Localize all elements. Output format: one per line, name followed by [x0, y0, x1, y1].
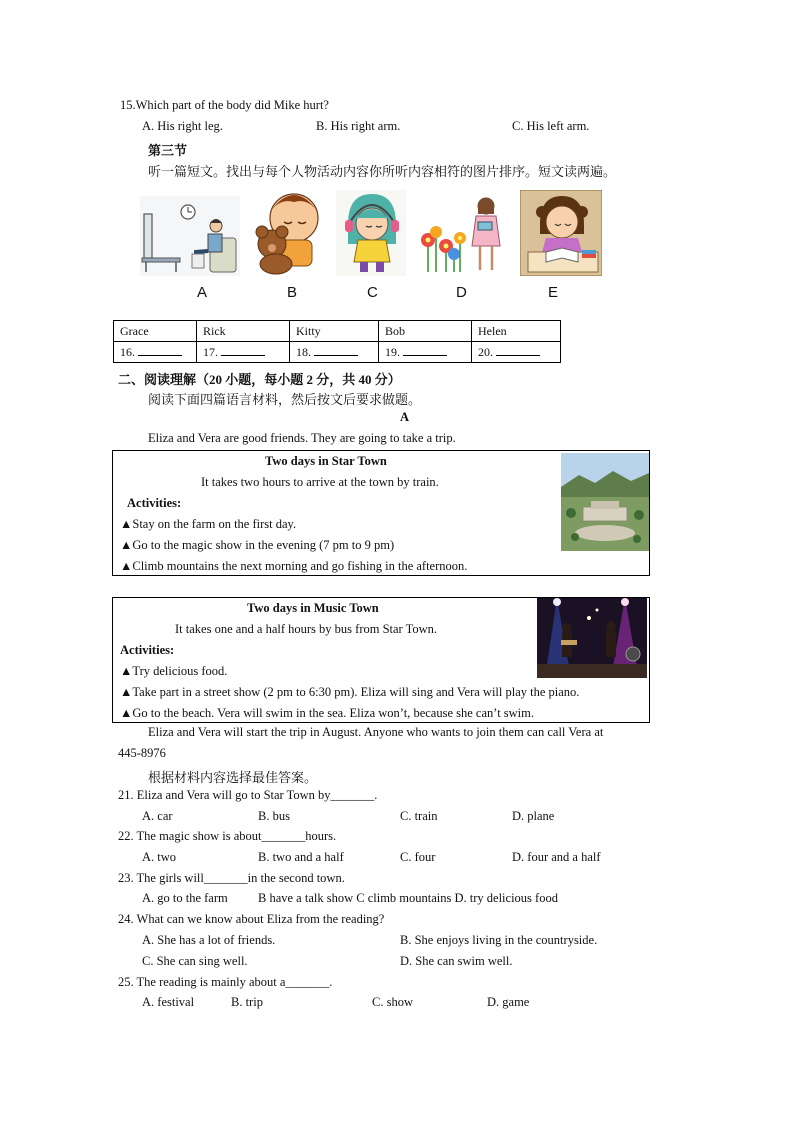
section3-instruction: 听一篇短文。找出与每个人物活动内容你所听内容相符的图片排序。短文读两遍。: [148, 164, 617, 179]
closing-line1: Eliza and Vera will start the trip in August. Anyone who wants to join them can call Vera at: [148, 725, 604, 739]
answer-number: 17.: [203, 344, 218, 359]
star-town-item: ▲Go to the magic show in the evening (7 pm to 9 pm): [120, 538, 395, 552]
question-21-option[interactable]: C. train: [400, 809, 438, 823]
picture-label-a: A: [197, 284, 208, 301]
question-25-option[interactable]: A. festival: [142, 995, 195, 1009]
name-cell: Rick: [197, 321, 290, 342]
star-town-activities-label: Activities:: [127, 496, 182, 510]
answer-number: 18.: [296, 344, 311, 359]
question-24-option[interactable]: B. She enjoys living in the countryside.: [400, 933, 598, 947]
answer-cell-20[interactable]: [472, 342, 561, 363]
table-row-answers: [114, 342, 561, 363]
table-row-names: [114, 321, 561, 342]
picture-label-c: C: [367, 284, 378, 301]
section3-title: 第三节: [148, 143, 188, 158]
closing-phone: 445-8976: [118, 746, 166, 760]
answer-number: 19.: [385, 344, 400, 359]
q15-option-b[interactable]: B. His right arm.: [316, 119, 401, 133]
question-25-option[interactable]: D. game: [487, 995, 530, 1009]
q15-question: 15.Which part of the body did Mike hurt?: [120, 98, 329, 112]
closing-instruction: 根据材料内容选择最佳答案。: [148, 770, 318, 785]
star-town-title: Two days in Star Town: [265, 454, 387, 468]
question-24-option[interactable]: D. She can swim well.: [400, 954, 513, 968]
question-21-stem: 21. Eliza and Vera will go to Star Town by_______.: [118, 788, 378, 802]
answer-number: 16.: [120, 344, 135, 359]
star-town-subtitle: It takes two hours to arrive at the town by train.: [201, 475, 439, 489]
music-town-item: ▲Go to the beach. Vera will swim in the sea. Eliza won’t, because she can’t swim.: [120, 706, 535, 720]
answer-cell-17[interactable]: [197, 342, 290, 363]
question-21-option[interactable]: D. plane: [512, 809, 555, 823]
name-cell: Kitty: [290, 321, 379, 342]
music-town-item: ▲Take part in a street show (2 pm to 6:30 pm). Eliza will sing and Vera will play the piano.: [120, 685, 580, 699]
question-23-stem: 23. The girls will_______in the second town.: [118, 871, 345, 885]
music-town-title: Two days in Music Town: [247, 601, 379, 615]
name-cell: Grace: [114, 321, 197, 342]
music-town-subtitle: It takes one and a half hours by bus from Star Town.: [175, 622, 438, 636]
question-22-option[interactable]: A. two: [142, 850, 177, 864]
name-cell: Bob: [379, 321, 472, 342]
question-23-option[interactable]: A. go to the farm: [142, 891, 228, 905]
boy-hugging-teddy-bear-icon: [252, 186, 330, 276]
question-24-option[interactable]: C. She can sing well.: [142, 954, 248, 968]
girl-reading-book-icon: [520, 190, 602, 276]
part2-title: 二、阅读理解（20 小题，每小题 2 分，共 40 分）: [118, 372, 401, 387]
answer-cell-16[interactable]: [114, 342, 197, 363]
question-25-option[interactable]: B. trip: [231, 995, 263, 1009]
music-town-item: ▲Try delicious food.: [120, 664, 228, 678]
question-24-option[interactable]: A. She has a lot of friends.: [142, 933, 276, 947]
question-22-stem: 22. The magic show is about_______hours.: [118, 829, 337, 843]
name-cell: Helen: [472, 321, 561, 342]
passage-letter: A: [400, 410, 410, 424]
picture-label-e: E: [548, 284, 559, 301]
star-town-item: ▲Stay on the farm on the first day.: [120, 517, 297, 531]
picture-label-b: B: [287, 284, 298, 301]
star-town-item: ▲Climb mountains the next morning and go fishing in the afternoon.: [120, 559, 468, 573]
music-town-activities-label: Activities:: [120, 643, 175, 657]
question-21-option[interactable]: B. bus: [258, 809, 290, 823]
passage-intro: Eliza and Vera are good friends. They are going to take a trip.: [148, 431, 456, 445]
person-watching-tv-icon: [140, 196, 240, 276]
music-town-box: [112, 597, 650, 723]
town-landscape-photo: [561, 453, 649, 551]
girl-with-headphones-icon: [336, 190, 406, 276]
question-23-option[interactable]: B have a talk show C climb mountains D. try delicious food: [258, 891, 558, 905]
picture-label-d: D: [456, 284, 467, 301]
part2-instruction: 阅读下面四篇语言材料，然后按文后要求做题。: [148, 392, 422, 407]
question-25-option[interactable]: C. show: [372, 995, 413, 1009]
question-25-stem: 25. The reading is mainly about a_______.: [118, 975, 333, 989]
question-21-option[interactable]: A. car: [142, 809, 173, 823]
star-town-box: [112, 450, 650, 576]
girl-watering-flowers-icon: [416, 192, 508, 276]
answer-number: 20.: [478, 344, 493, 359]
answer-cell-18[interactable]: [290, 342, 379, 363]
answer-table: [113, 320, 561, 363]
question-24-stem: 24. What can we know about Eliza from the reading?: [118, 912, 385, 926]
question-22-option[interactable]: B. two and a half: [258, 850, 344, 864]
question-22-option[interactable]: D. four and a half: [512, 850, 601, 864]
answer-cell-19[interactable]: [379, 342, 472, 363]
q15-option-c[interactable]: C. His left arm.: [512, 119, 590, 133]
concert-stage-photo: [537, 598, 647, 678]
question-22-option[interactable]: C. four: [400, 850, 436, 864]
q15-option-a[interactable]: A. His right leg.: [142, 119, 223, 133]
